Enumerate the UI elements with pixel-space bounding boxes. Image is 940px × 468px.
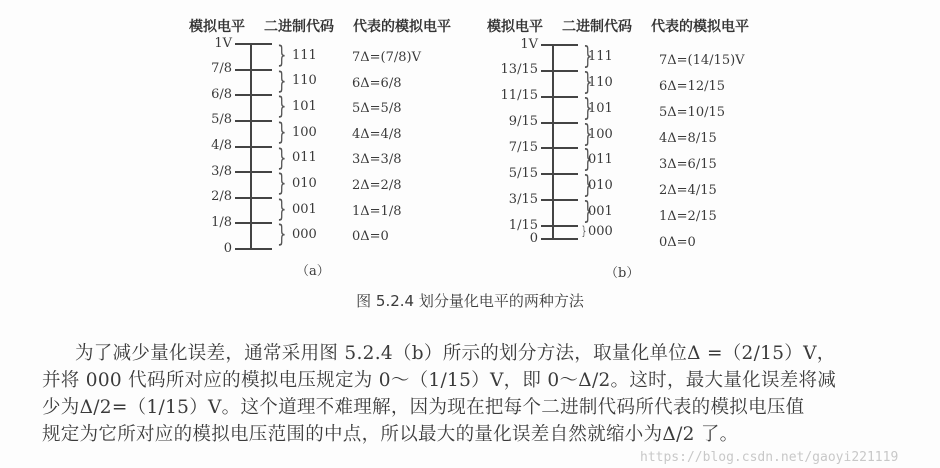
binary-code: 110 <box>588 74 613 90</box>
brace-icon: } <box>581 224 587 239</box>
level-tick <box>541 147 578 149</box>
level-label: 5/15 <box>508 165 538 181</box>
brace-icon: } <box>277 91 287 121</box>
level-tick <box>541 96 578 98</box>
represented-level: 2Δ=2/8 <box>352 178 402 193</box>
level-label: 11/15 <box>500 88 538 104</box>
brace-icon: } <box>583 196 593 226</box>
level-tick <box>235 94 272 96</box>
column-header: 二进制代码 <box>562 19 632 35</box>
binary-code: 001 <box>292 201 317 217</box>
level-label: 3/15 <box>508 191 538 207</box>
level-tick <box>541 238 578 240</box>
represented-level: 3Δ=3/8 <box>352 152 402 168</box>
panel-label: （b） <box>605 266 640 281</box>
represented-level: 2Δ=4/15 <box>659 183 717 198</box>
binary-code: 010 <box>588 178 613 194</box>
level-label: 5/8 <box>211 112 232 128</box>
column-header: 代表的模拟电平 <box>353 19 451 35</box>
body-line-1: 为了减少量化误差，通常采用图 5.2.4（b）所示的划分方法，取量化单位Δ =（2/15）V， <box>75 343 836 364</box>
represented-level: 3Δ=6/15 <box>659 157 717 172</box>
binary-code: 010 <box>292 175 317 191</box>
represented-level: 4Δ=8/15 <box>659 131 717 146</box>
binary-code: 111 <box>292 47 317 63</box>
level-tick <box>235 120 272 122</box>
binary-code: 000 <box>588 223 613 239</box>
level-tick <box>541 199 578 201</box>
brace-icon: } <box>583 92 593 122</box>
level-label: 13/15 <box>500 62 538 78</box>
column-header: 二进制代码 <box>264 19 334 35</box>
level-label: 0 <box>223 240 232 256</box>
represented-level: 0Δ=0 <box>352 229 389 245</box>
represented-level: 7Δ=(7/8)V <box>352 50 422 65</box>
binary-code: 001 <box>588 204 613 220</box>
watermark: https://blog.csdn.net/gaoyi221119 <box>640 450 899 465</box>
represented-level: 6Δ=12/15 <box>659 79 726 94</box>
binary-code: 011 <box>292 150 317 166</box>
binary-code: 101 <box>292 99 317 115</box>
level-label: 1/15 <box>508 217 538 233</box>
brace-icon: } <box>277 168 287 198</box>
represented-level: 6Δ=6/8 <box>352 75 402 91</box>
binary-code: 000 <box>292 227 317 243</box>
level-label: 6/8 <box>211 86 232 102</box>
level-tick <box>235 248 272 250</box>
figure-caption: 图 5.2.4 划分量化电平的两种方法 <box>356 292 584 310</box>
body-line-4: 规定为它所对应的模拟电压范围的中点，所以最大的量化误差自然就缩小为Δ/2 了。 <box>42 424 739 445</box>
binary-code: 101 <box>588 100 613 116</box>
level-tick <box>235 222 272 224</box>
brace-icon: } <box>583 66 593 96</box>
column-header: 模拟电平 <box>487 19 543 35</box>
level-tick <box>541 44 578 46</box>
level-tick <box>541 173 578 175</box>
level-tick <box>541 225 578 227</box>
brace-icon: } <box>583 118 593 148</box>
level-label: 7/8 <box>211 61 232 77</box>
level-label: 1/8 <box>211 214 232 230</box>
level-label: 0 <box>529 230 538 246</box>
binary-code: 011 <box>588 152 613 168</box>
level-label: 9/15 <box>508 114 538 130</box>
brace-icon: } <box>583 41 593 70</box>
brace-icon: } <box>583 170 593 200</box>
level-tick <box>235 43 272 45</box>
body-line-3: 少为Δ/2=（1/15）V。这个道理不难理解，因为现在把每个二进制代码所代表的模拟电压值 <box>42 397 805 418</box>
represented-level: 5Δ=10/15 <box>659 105 726 120</box>
level-tick <box>541 70 578 72</box>
level-label: 2/8 <box>211 189 232 205</box>
brace-icon: } <box>583 144 593 174</box>
represented-level: 4Δ=4/8 <box>352 126 402 142</box>
voltage-axis <box>552 44 554 240</box>
brace-icon: } <box>277 193 287 223</box>
level-tick <box>541 122 578 124</box>
binary-code: 100 <box>292 124 317 140</box>
level-label: 1V <box>214 35 232 51</box>
binary-code: 100 <box>588 126 613 142</box>
represented-level: 1Δ=1/8 <box>352 203 402 219</box>
brace-icon: } <box>277 65 287 95</box>
brace-icon: } <box>277 40 287 69</box>
represented-level: 5Δ=5/8 <box>352 101 402 117</box>
column-header: 代表的模拟电平 <box>651 19 749 35</box>
level-label: 1V <box>520 36 538 52</box>
level-label: 7/15 <box>508 139 538 155</box>
level-tick <box>235 171 272 173</box>
body-line-2: 并将 000 代码所对应的模拟电压规定为 0～（1/15）V，即 0～Δ/2。这时，最大量化误差将减 <box>42 370 837 391</box>
binary-code: 111 <box>588 48 613 64</box>
brace-icon: } <box>277 116 287 146</box>
level-label: 3/8 <box>211 163 232 179</box>
level-label: 4/8 <box>211 138 232 153</box>
brace-icon: } <box>277 142 287 172</box>
represented-level: 0Δ=0 <box>659 235 696 250</box>
level-tick <box>235 197 272 199</box>
brace-icon: } <box>277 219 287 249</box>
represented-level: 7Δ=(14/15)V <box>659 53 745 68</box>
represented-level: 1Δ=2/15 <box>659 209 717 224</box>
level-tick <box>235 69 272 71</box>
column-header: 模拟电平 <box>189 19 245 35</box>
panel-label: （a） <box>296 264 330 279</box>
binary-code: 110 <box>292 73 317 89</box>
level-tick <box>235 146 272 148</box>
